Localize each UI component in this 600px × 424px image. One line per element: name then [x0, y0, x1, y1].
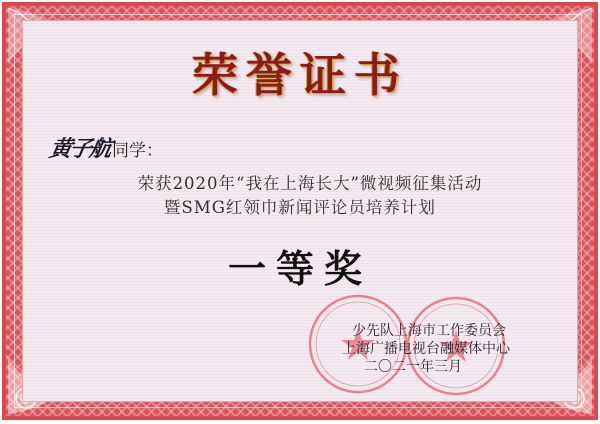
award-description-line-1: 荣获2020年“我在上海长大”微视频征集活动: [137, 174, 483, 193]
certificate-title: 荣誉证书: [192, 48, 408, 102]
recipient-signature: 黄子航: [47, 136, 113, 162]
award-description-line-2: 暨SMG红领巾新闻评论员培养计划: [164, 198, 436, 217]
award-level: 一等奖: [227, 246, 372, 291]
issuer-organization-1: 少先队上海市工作委员会: [352, 323, 506, 339]
recipient-suffix: 同学：: [112, 141, 164, 161]
issuer-organization-2: 上海广播电视台融媒体中心: [342, 341, 510, 357]
issuer-block: [340, 322, 550, 376]
issue-date: 二〇二一年三月: [364, 359, 462, 375]
recipient-line: [47, 132, 164, 163]
